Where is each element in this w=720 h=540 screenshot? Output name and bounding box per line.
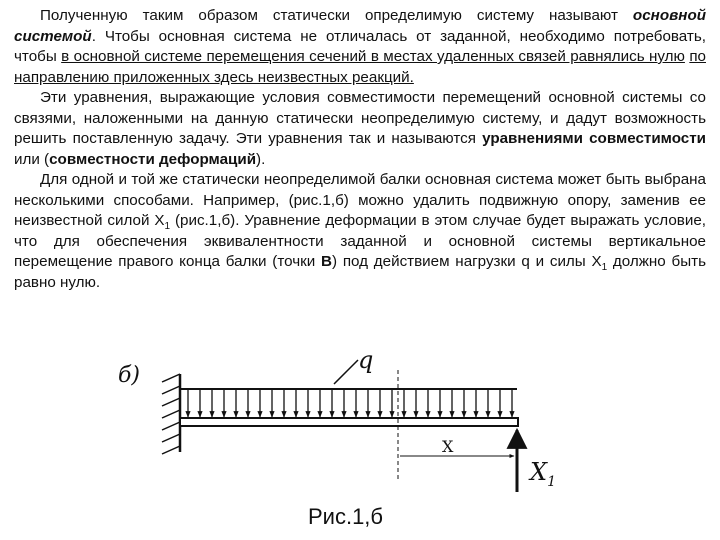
- underlined-condition: в основной системе перемещения сечений в местах удаленных связей равнялись нулю: [61, 48, 685, 65]
- paragraph-2: Эти уравнения, выражающие условия совместимости перемещений основной системы со связями, наложенными на данную статически неопределимую систему, и дадут возможность решить поставленную задачу. Эти уравнения так и называются уравнениями совместимости или (совместности деформаций).: [14, 89, 706, 168]
- beam-figure: [112, 352, 582, 534]
- force-label: $X_1$: [530, 458, 557, 490]
- dimension-label: X: [442, 437, 454, 456]
- figure-caption: Рис.1,б: [308, 504, 384, 529]
- fixed-support: [162, 374, 180, 454]
- beam: [180, 418, 518, 426]
- distributed-load: [180, 352, 517, 417]
- load-label: q: [358, 352, 374, 374]
- underlined-direction: по направлению приложенных здесь неизвестных реакций.: [14, 48, 706, 86]
- paragraph-3: Для одной и той же статически неопределимой балки основная система может быть выбрана несколькими способами. Например, (рис.1,б) можно удалить подвижную опору, заменив ее неизвестной силой $Х_1$ (рис.1,б). Уравнение деформации в этом случае будет выражать условие, что для обеспечения эквивалентности заданной и основной системы вертикальное перемещение правого конца балки (точки В) под действием нагрузки q и силы $Х_1$ должно быть равно нулю.: [14, 171, 706, 291]
- load-arrows: [188, 390, 512, 417]
- figure-label: б): [118, 363, 141, 388]
- body-text: [14, 6, 706, 293]
- term-deformation-compatibility: совместности деформаций: [49, 150, 257, 168]
- reaction-force: [517, 430, 556, 492]
- point-b: В: [321, 253, 332, 270]
- term-main-system: основной системой: [14, 7, 706, 45]
- paragraph-1: Полученную таким образом статически определимую систему называют основной системой. Чтобы основная система не отличалась от заданной, необходимо потребовать, чтобы в основной системе перемещения сечений в местах удаленных связей равнялись нулю по направлению приложенных здесь неизвестных реакций.: [14, 7, 706, 86]
- term-compatibility-equations: уравнениями совместимости: [482, 130, 706, 147]
